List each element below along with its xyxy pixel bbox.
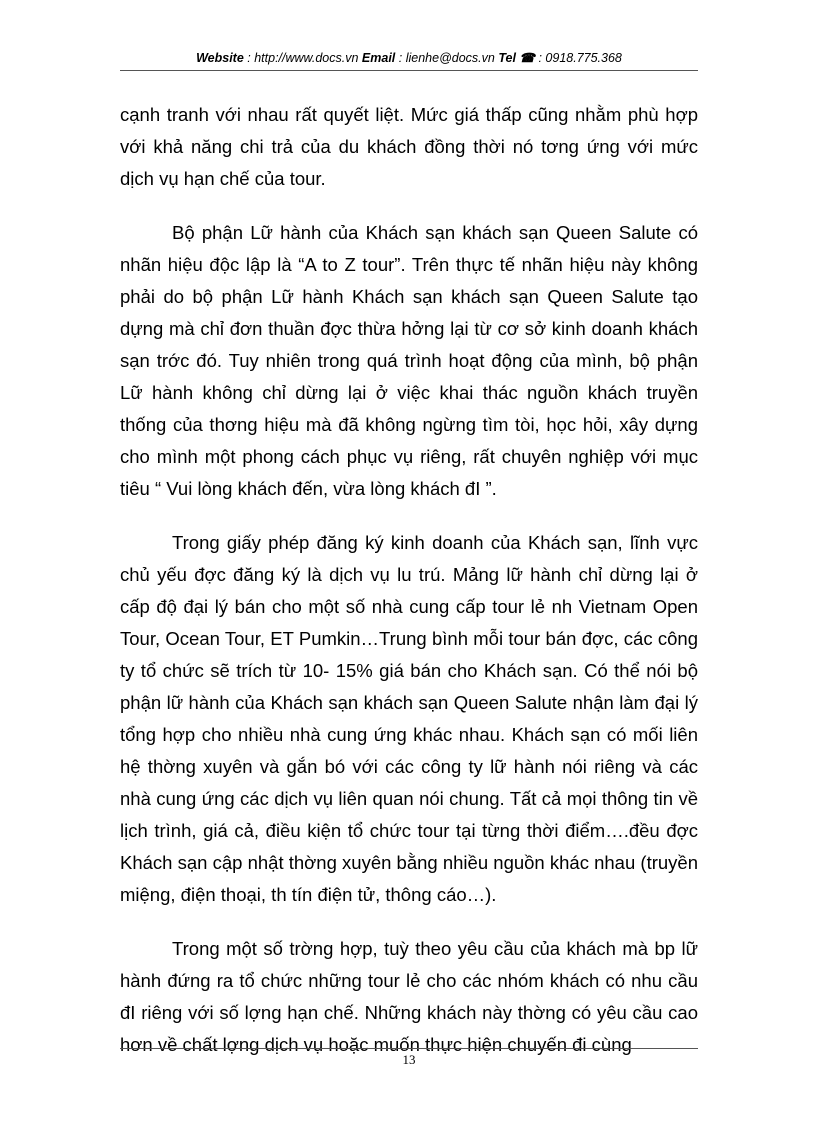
page-header [120, 50, 698, 65]
paragraph-1: cạnh tranh với nhau rất quyết liệt. Mức giá thấp cũng nhằm phù hợp với khả năng chi trả của du khách đồng thời nó tơng ứng với mức dịch vụ hạn chế của tour. [120, 104, 698, 189]
email-link[interactable]: lienhe@docs.vn [405, 51, 495, 65]
tel-value: : 0918.775.368 [535, 51, 622, 65]
website-link[interactable]: http://www.docs.vn [254, 51, 359, 65]
tel-label: Tel [498, 51, 516, 65]
page-number: 13 [402, 1052, 416, 1067]
email-separator: : [395, 51, 406, 65]
phone-icon: ☎ [519, 51, 535, 65]
header-divider [120, 70, 698, 71]
paragraph-4: Trong một số trờng hợp, tuỳ theo yêu cầu của khách mà bp lữ hành đứng ra tổ chức những tour lẻ cho các nhóm khách có nhu cầu đI riêng với số lợng hạn chế. Những khách này thờng có yêu cầu cao hơn về chất lợng dịch vụ hoặc muốn thực hiện chuyến đi cùng [120, 938, 698, 1055]
paragraph-2: Bộ phận Lữ hành của Khách sạn khách sạn Queen Salute có nhãn hiệu độc lập là “A to Z tour”. Trên thực tế nhãn hiệu này không phải do bộ phận Lữ hành Khách sạn khách sạn Queen Salute tạo dựng mà chỉ đơn thuần đợc thừa hởng lại từ cơ sở kinh doanh khách sạn trớc đó. Tuy nhiên trong quá trình hoạt động của mình, bộ phận Lữ hành không chỉ dừng lại ở việc khai thác nguồn khách truyền thống của thơng hiệu mà đã không ngừng tìm tòi, học hỏi, xây dựng cho mình một phong cách phục vụ riêng, rất chuyên nghiệp với mục tiêu “ Vui lòng khách đến, vừa lòng khách đI ”. [120, 222, 698, 499]
paragraph-3: Trong giấy phép đăng ký kinh doanh của Khách sạn, lĩnh vực chủ yếu đợc đăng ký là dịch vụ lu trú. Mảng lữ hành chỉ dừng lại ở cấp độ đại lý bán cho một số nhà cung cấp tour lẻ nh Vietnam Open Tour, Ocean Tour, ET Pumkin…Trung bình mỗi tour bán đợc, các công ty tổ chức sẽ trích từ 10- 15% giá bán cho Khách sạn. Có thể nói bộ phận lữ hành của Khách sạn khách sạn Queen Salute nhận làm đại lý tổng hợp cho nhiều nhà cung ứng khác nhau. Khách sạn có mối liên hệ thờng xuyên và gắn bó với các công ty lữ hành nói riêng và các nhà cung ứng các dịch vụ liên quan nói chung. Tất cả mọi thông tin về lịch trình, giá cả, điều kiện tổ chức tour tại từng thời điểm….đều đợc Khách sạn cập nhật thờng xuyên bằng nhiều nguồn khác nhau (truyền miệng, điện thoại, th tín điện tử, thông cáo…). [120, 532, 698, 905]
email-label: Email [361, 51, 396, 65]
website-separator: : [243, 51, 255, 65]
footer-divider [120, 1048, 698, 1049]
website-label: Website [196, 51, 244, 65]
document-body [120, 99, 698, 1083]
